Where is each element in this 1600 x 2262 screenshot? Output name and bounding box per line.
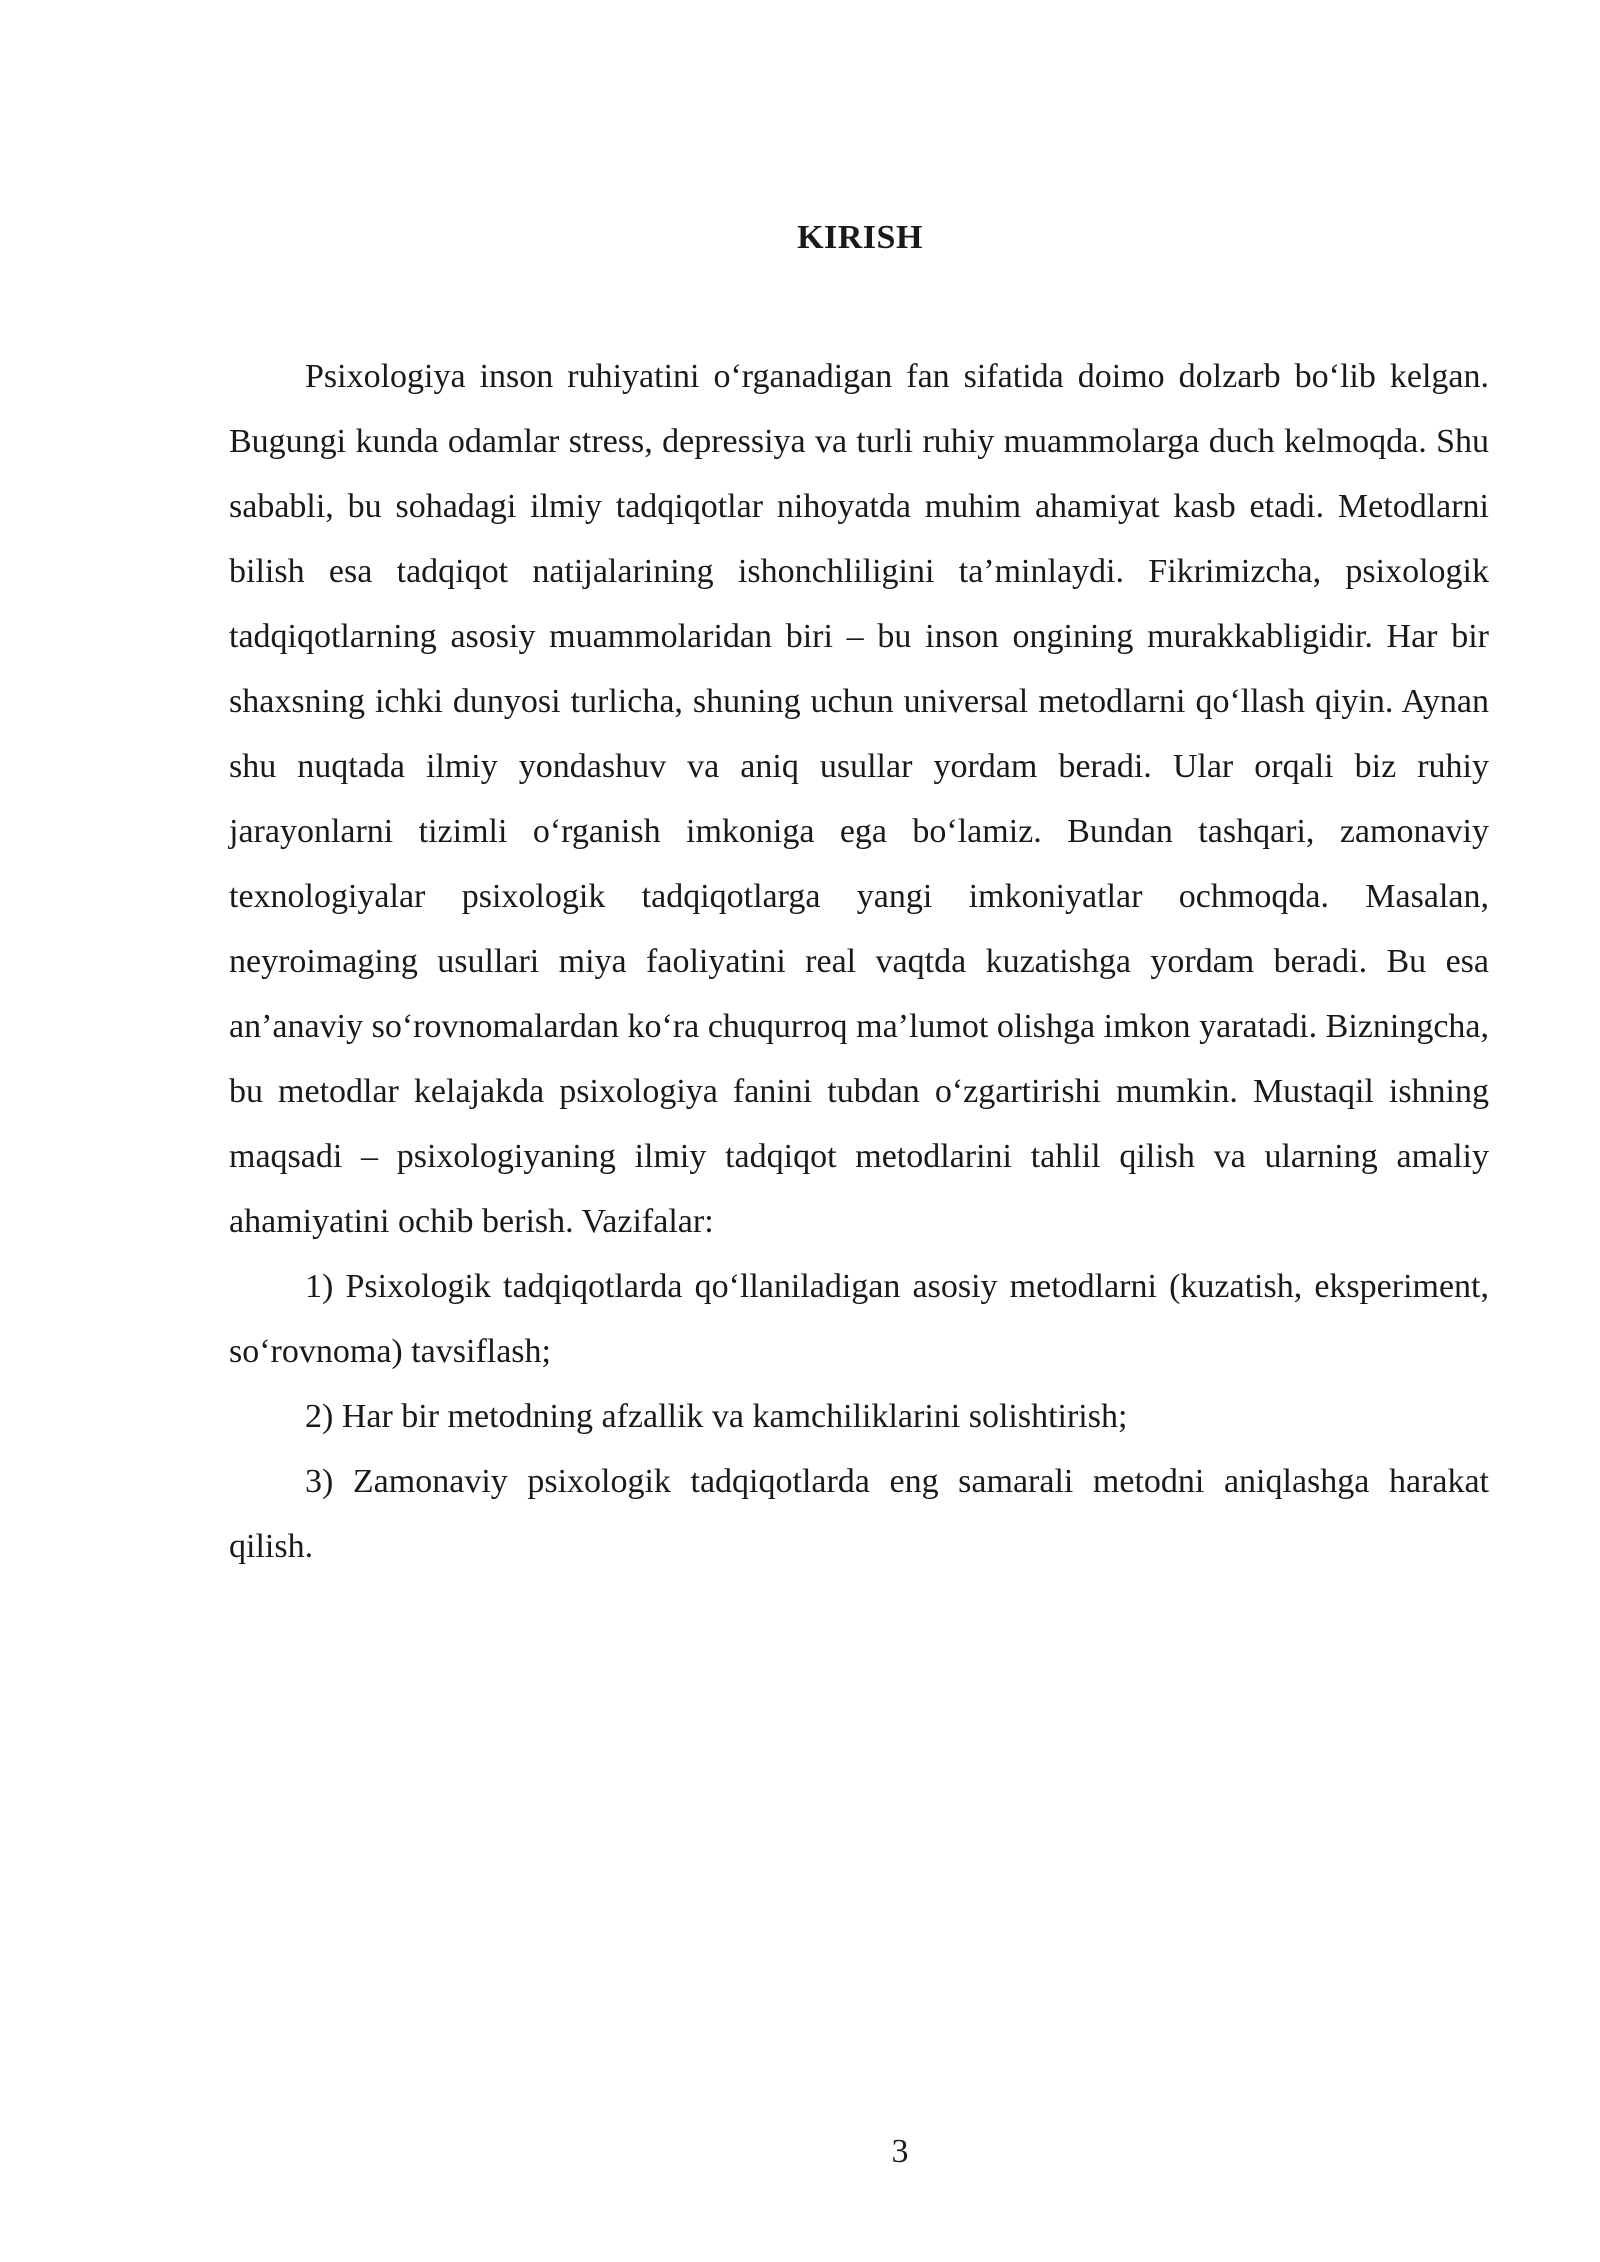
task-item-2: 2) Har bir metodning afzallik va kamchiliklarini solishtirish; — [305, 1398, 1128, 1435]
page-title: KIRISH — [797, 219, 923, 256]
task-item-3: 3) Zamonaviy psixologik tadqiqotlarda eng samarali metodni aniqlashga harakat qilish. — [229, 1463, 1489, 1565]
task-item-1: 1) Psixologik tadqiqotlarda qo‘llaniladigan asosiy metodlarni (kuzatish, eksperiment, so‘rovnoma) tavsiflash; — [229, 1268, 1489, 1370]
page-number: 3 — [891, 2133, 909, 2170]
intro-paragraph: Psixologiya inson ruhiyatini o‘rganadigan fan sifatida doimo dolzarb bo‘lib kelgan. Bugungi kunda odamlar stress, depressiya va turli ruhiy muammolarga duch kelmoqda. Shu sababli, bu sohadagi ilmiy tadqiqotlar nihoyatda muhim ahamiyat kasb etadi. Metodlarni bilish esa tadqiqot natijalarining ishonchliligini ta’minlaydi. Fikrimizcha, psixologik tadqiqotlarning asosiy muammolaridan biri – bu inson ongining murakkabligidir. Har bir shaxsning ichki dunyosi turlicha, shuning uchun universal metodlarni qo‘llash qiyin. Aynan shu nuqtada ilmiy yondashuv va aniq usullar yordam beradi. Ular orqali biz ruhiy jarayonlarni tizimli o‘rganish imkoniga ega bo‘lamiz. Bundan tashqari, zamonaviy texnologiyalar psixologik tadqiqotlarga yangi imkoniyatlar ochmoqda. Masalan, neyroimaging usullari miya faoliyatini real vaqtda kuzatishga yordam beradi. Bu esa an’anaviy so‘rovnomalardan ko‘ra chuqurroq ma’lumot olishga imkon yaratadi. Bizningcha, bu metodlar kelajakda psixologiya fanini tubdan o‘zgartirishi mumkin. Mustaqil ishning maqsadi – psixologiyaning ilmiy tadqiqot metodlarini tahlil qilish va ularning amaliy ahamiyatini ochib berish. Vazifalar: — [229, 358, 1489, 1240]
body-text — [229, 344, 1489, 1579]
